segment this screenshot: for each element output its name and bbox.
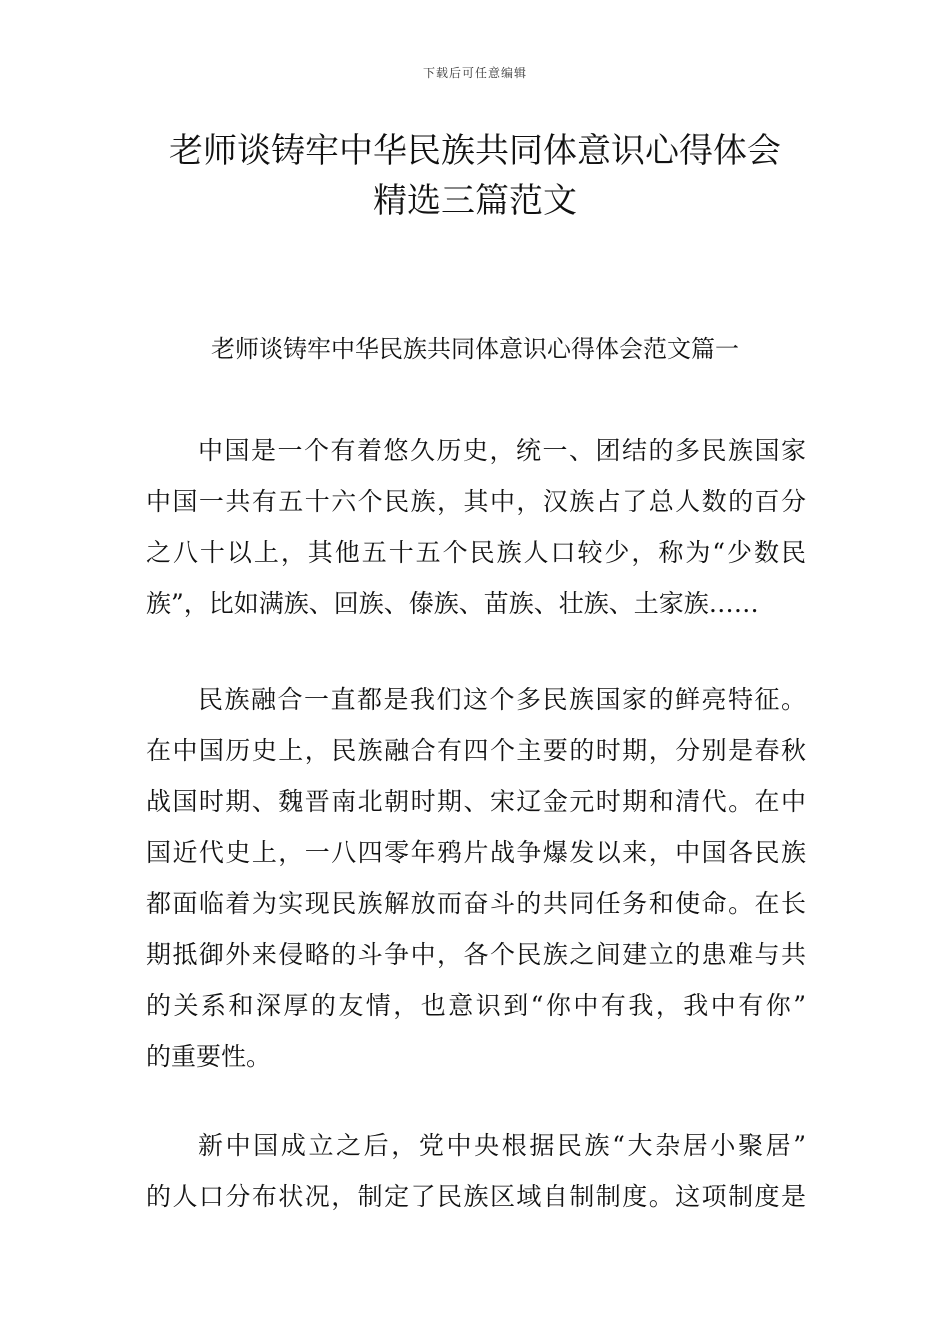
paragraph-line: 国近代史上，一八四零年鸦片战争爆发以来，中国各民族 <box>146 838 806 867</box>
paragraph-line: 的重要性。 <box>146 1042 272 1071</box>
paragraph-line: 都面临着为实现民族解放而奋斗的共同任务和使命。在长 <box>146 889 806 918</box>
header-note: 下载后可任意编辑 <box>422 66 527 80</box>
paragraph-line: 期抵御外来侵略的斗争中，各个民族之间建立的患难与共 <box>146 940 806 969</box>
paragraph-1 <box>146 425 806 629</box>
paragraph-2 <box>146 674 806 1082</box>
paragraph-line: 民族融合一直都是我们这个多民族国家的鲜亮特征。 <box>198 685 806 714</box>
document-title-line-2: 精选三篇范文 <box>373 181 577 221</box>
document-title-line-1: 老师谈铸牢中华民族共同体意识心得体会 <box>169 131 781 171</box>
paragraph-line: 战国时期、魏晋南北朝时期、宋辽金元时期和清代。在中 <box>146 787 806 816</box>
paragraph-line: 族”，比如满族、回族、傣族、苗族、壮族、土家族…… <box>146 589 759 618</box>
paragraph-line: 新中国成立之后，党中央根据民族“大杂居小聚居” <box>198 1131 806 1160</box>
section-title: 老师谈铸牢中华民族共同体意识心得体会范文篇一 <box>211 335 739 363</box>
document-title <box>100 126 850 226</box>
paragraph-3 <box>146 1120 806 1222</box>
paragraph-line: 在中国历史上，民族融合有四个主要的时期，分别是春秋 <box>146 736 806 765</box>
paragraph-line: 中国是一个有着悠久历史，统一、团结的多民族国家 <box>198 436 806 465</box>
paragraph-line: 中国一共有五十六个民族，其中，汉族占了总人数的百分 <box>146 487 806 516</box>
paragraph-line: 的人口分布状况，制定了民族区域自制制度。这项制度是 <box>146 1182 806 1211</box>
paragraph-line: 之八十以上，其他五十五个民族人口较少，称为“少数民 <box>146 538 806 567</box>
paragraph-line: 的关系和深厚的友情，也意识到“你中有我，我中有你” <box>146 991 806 1020</box>
